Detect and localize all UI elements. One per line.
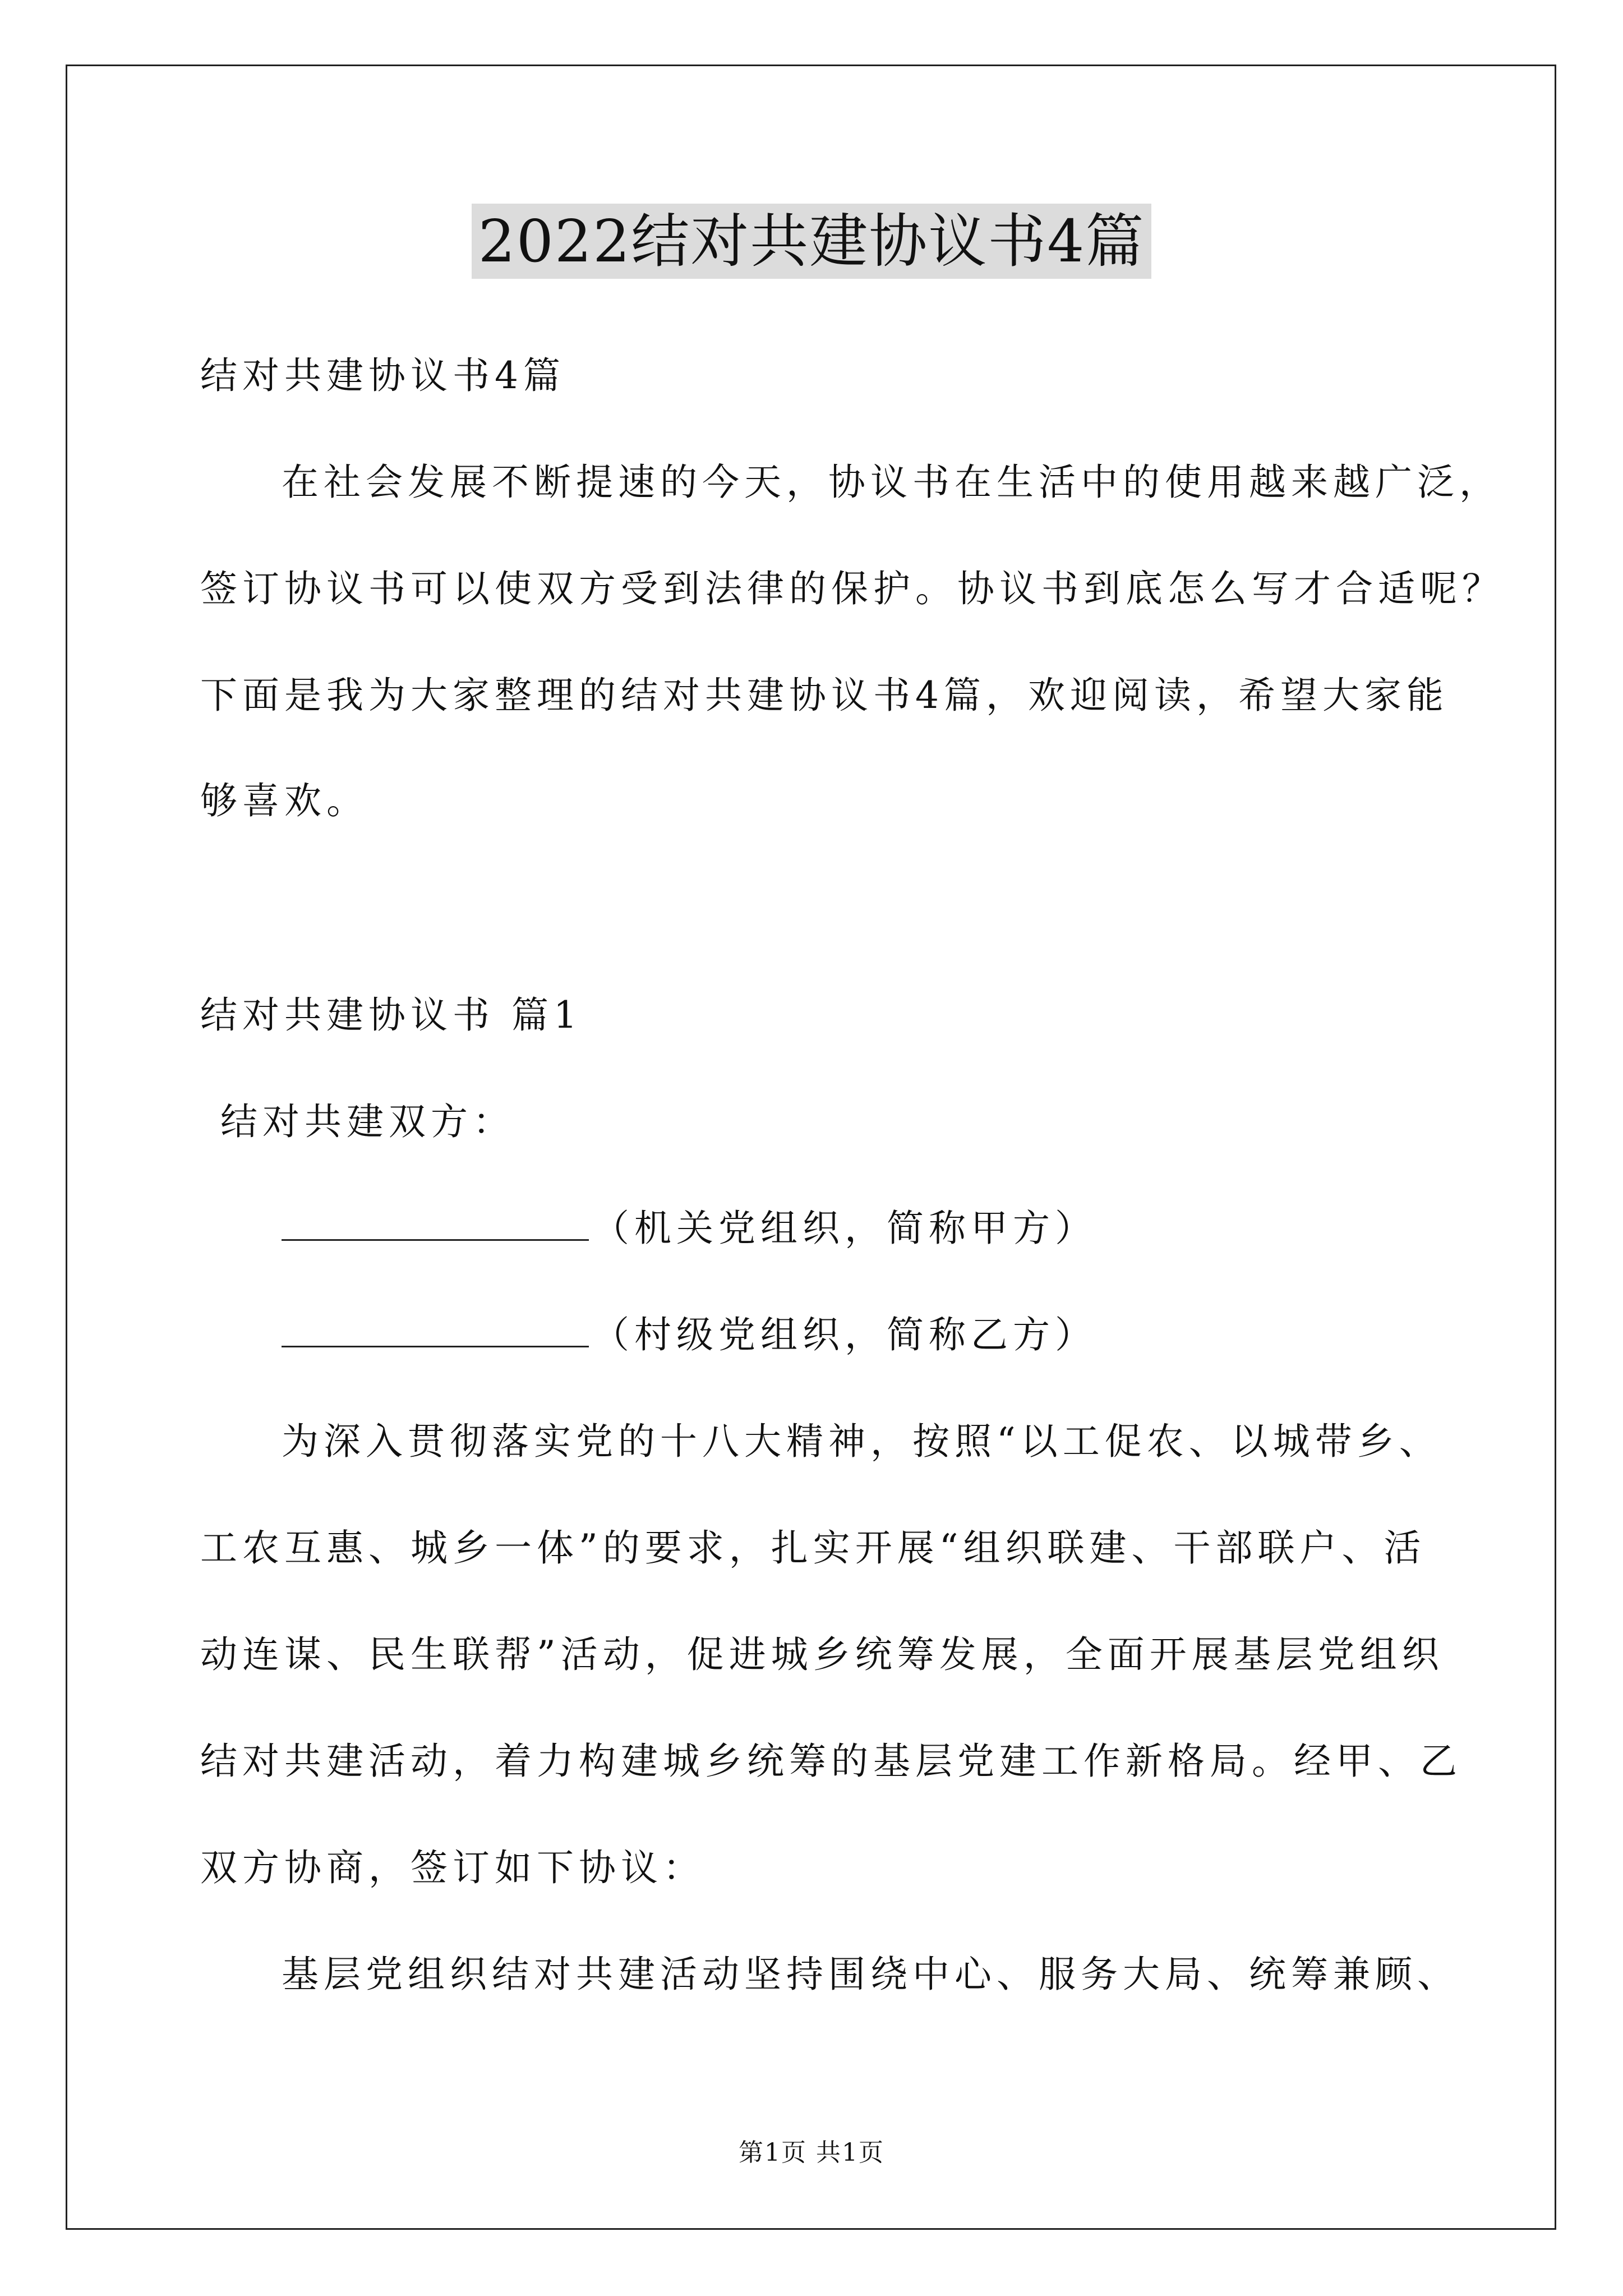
intro-paragraph-line-3: 下面是我为大家整理的结对共建协议书4篇，欢迎阅读，希望大家能	[200, 674, 1449, 717]
party-a-line	[282, 1206, 1097, 1251]
intro-paragraph-line-4: 够喜欢。	[200, 779, 368, 822]
body-paragraph-line-5: 双方协商，签订如下协议：	[200, 1846, 705, 1889]
intro-paragraph-line-1: 在社会发展不断提速的今天，协议书在生活中的使用越来越广泛，	[282, 461, 1501, 504]
party-b-blank	[282, 1313, 589, 1347]
body-paragraph-2-line-1: 基层党组织结对共建活动坚持围绕中心、服务大局、统筹兼顾、	[282, 1953, 1459, 1996]
party-a-blank	[282, 1207, 589, 1241]
body-paragraph-line-2: 工农互惠、城乡一体”的要求，扎实开展“组织联建、干部联户、活	[200, 1526, 1426, 1570]
section-heading: 结对共建协议书 篇1	[200, 993, 582, 1037]
document-title-text: 2022结对共建协议书4篇	[472, 204, 1152, 279]
page-footer: 第1页 共1页	[739, 2138, 884, 2167]
party-b-line	[282, 1313, 1097, 1358]
subtitle-line: 结对共建协议书4篇	[200, 354, 565, 397]
body-paragraph-line-3: 动连谋、民生联帮”活动，促进城乡统筹发展，全面开展基层党组织	[200, 1633, 1444, 1676]
party-b-label: （村级党组织，简称乙方）	[592, 1313, 1097, 1356]
document-title	[0, 205, 1623, 277]
intro-paragraph-line-2: 签订协议书可以使双方受到法律的保护。协议书到底怎么写才合适呢？	[200, 567, 1504, 610]
parties-heading: 结对共建双方：	[220, 1100, 515, 1143]
body-paragraph-line-1: 为深入贯彻落实党的十八大精神，按照“以工促农、以城带乡、	[282, 1420, 1441, 1463]
party-a-label: （机关党组织，简称甲方）	[592, 1207, 1097, 1250]
body-paragraph-line-4: 结对共建活动，着力构建城乡统筹的基层党建工作新格局。经甲、乙	[200, 1740, 1462, 1783]
